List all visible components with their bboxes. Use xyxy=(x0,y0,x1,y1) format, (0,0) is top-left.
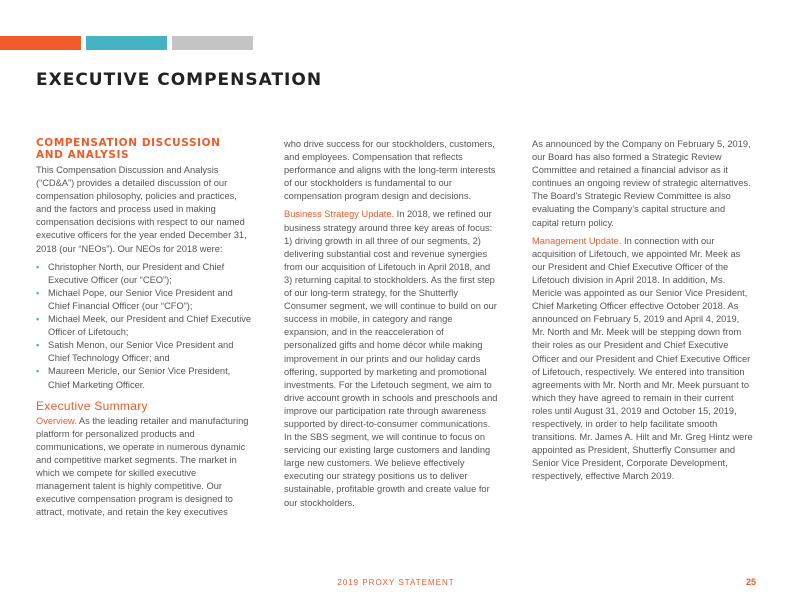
executive-summary-heading: Executive Summary xyxy=(36,398,148,413)
cda-heading: COMPENSATION DISCUSSION AND ANALYSIS xyxy=(36,137,221,161)
neo-list-item xyxy=(36,365,252,391)
neo-text: Christopher North, our President and Chief Executive Officer (our “CEO”); xyxy=(48,261,225,285)
neo-text: Michael Meek, our President and Chief Executive Officer of Lifetouch; xyxy=(48,314,252,338)
management-lead: Management Update. xyxy=(532,235,622,246)
neo-list-item xyxy=(36,339,252,365)
continuation-paragraph: who drive success for our stockholders, customers, and employees. Compensation that reflects performance and aligns with the long-term interests of our stockholders is fundamental to our compensation program design and decisions. xyxy=(284,139,496,202)
neo-list xyxy=(36,261,252,392)
neo-text: Satish Menon, our Senior Vice President and Chief Technology Officer; and xyxy=(48,340,234,364)
overview-paragraph xyxy=(36,415,252,520)
bullet-icon: • xyxy=(36,261,40,272)
neo-text: Michael Pope, our Senior Vice President and Chief Financial Officer (our “CFO”); xyxy=(48,287,233,311)
page-number: 25 xyxy=(745,577,756,587)
column-2 xyxy=(284,138,498,515)
neo-text: Maureen Mericle, our Senior Vice President, Chief Marketing Officer. xyxy=(48,366,231,390)
strategy-paragraph xyxy=(284,208,498,509)
strategy-text: In 2018, we refined our business strategy around three key areas of focus: 1) driving growth in all three of our segments, 2) delivering substantial cost and revenue synergies from our acquisition of Lifetouch in April 2018, and 3) returning capital to stockholders. As the first step of our long-term strategy, for the Shutterfly Consumer segment, we will continue to build on our success in mobile, in category and range expansion, and in the reacceleration of personalized gifts and home décor while making improvement in our prints and our holiday cards offering, supported by marketing and promotional investments. For the Lifetouch segment, we aim to drive account growth in schools and preschools and improve our participation rate through awareness supported by direct-to-consumer communications. In the SBS segment, we will continue to focus on servicing our existing large customers and landing large new customers. We believe effectively executing our strategy positions us to deliver sustainable, profitable growth and create value for our stockholders. xyxy=(284,209,498,508)
bullet-icon: • xyxy=(36,287,40,298)
header-bar-teal xyxy=(86,36,167,50)
header-bar-orange xyxy=(0,36,81,50)
column-3 xyxy=(532,138,754,488)
footer-label: 2019 PROXY STATEMENT xyxy=(337,578,455,587)
column-1 xyxy=(36,138,252,524)
neo-list-item xyxy=(36,313,252,339)
strategic-review-paragraph: As announced by the Company on February 5, 2019, our Board has also formed a Strategic Review Committee and retained a financial advisor as it continues an ongoing review of strategic alternatives. The Board’s Strategic Review Committee is also evaluating the Company’s capital structure and capital return policy. xyxy=(532,139,751,228)
overview-lead: Overview. xyxy=(36,415,77,426)
bullet-icon: • xyxy=(36,366,40,377)
neo-list-item xyxy=(36,287,252,313)
header-bar-gray xyxy=(172,36,253,50)
strategy-lead: Business Strategy Update. xyxy=(284,209,395,220)
bullet-icon: • xyxy=(36,340,40,351)
page-title: EXECUTIVE COMPENSATION xyxy=(36,70,323,90)
cda-intro: This Compensation Discussion and Analysis (“CD&A”) provides a detailed discussion of our compensation philosophy, policies and practices, and the factors and process used in making compensation decisions with respect to our named executive officers for the year ended December 31, 2018 (our “NEOs”). Our NEOs for 2018 were: xyxy=(36,165,247,254)
management-paragraph xyxy=(532,235,754,484)
management-text: In connection with our acquisition of Lifetouch, we appointed Mr. Meek as our President and Chief Executive Officer of the Lifetouch division in April 2018. In addition, Ms. Mericle was appointed as our Senior Vice President, Chief Marketing Officer effective October 2018. As announced on February 5, 2019 and April 4, 2019, Mr. North and Mr. Meek will be stepping down from their roles as our President and Chief Executive Officer and our President and Chief Executive Officer of Lifetouch, respectively. We entered into transition agreements with Mr. North and Mr. Meek pursuant to which they have agreed to remain in their current roles until August 31, 2019 and October 15, 2019, respectively, in order to help facilitate smooth transitions. Mr. James A. Hilt and Mr. Greg Hintz were appointed as President, Shutterfly Consumer and Senior Vice President, Corporate Development, respectively, effective March 2019. xyxy=(532,235,753,482)
bullet-icon: • xyxy=(36,314,40,325)
overview-text: As the leading retailer and manufacturing platform for personalized products and communications, we operate in numerous dynamic and competitive market segments. The market in which we compete for skilled executive management talent is highly competitive. Our executive compensation program is designed to attract, motivate, and retain the key executives xyxy=(36,415,249,518)
neo-list-item xyxy=(36,261,252,287)
